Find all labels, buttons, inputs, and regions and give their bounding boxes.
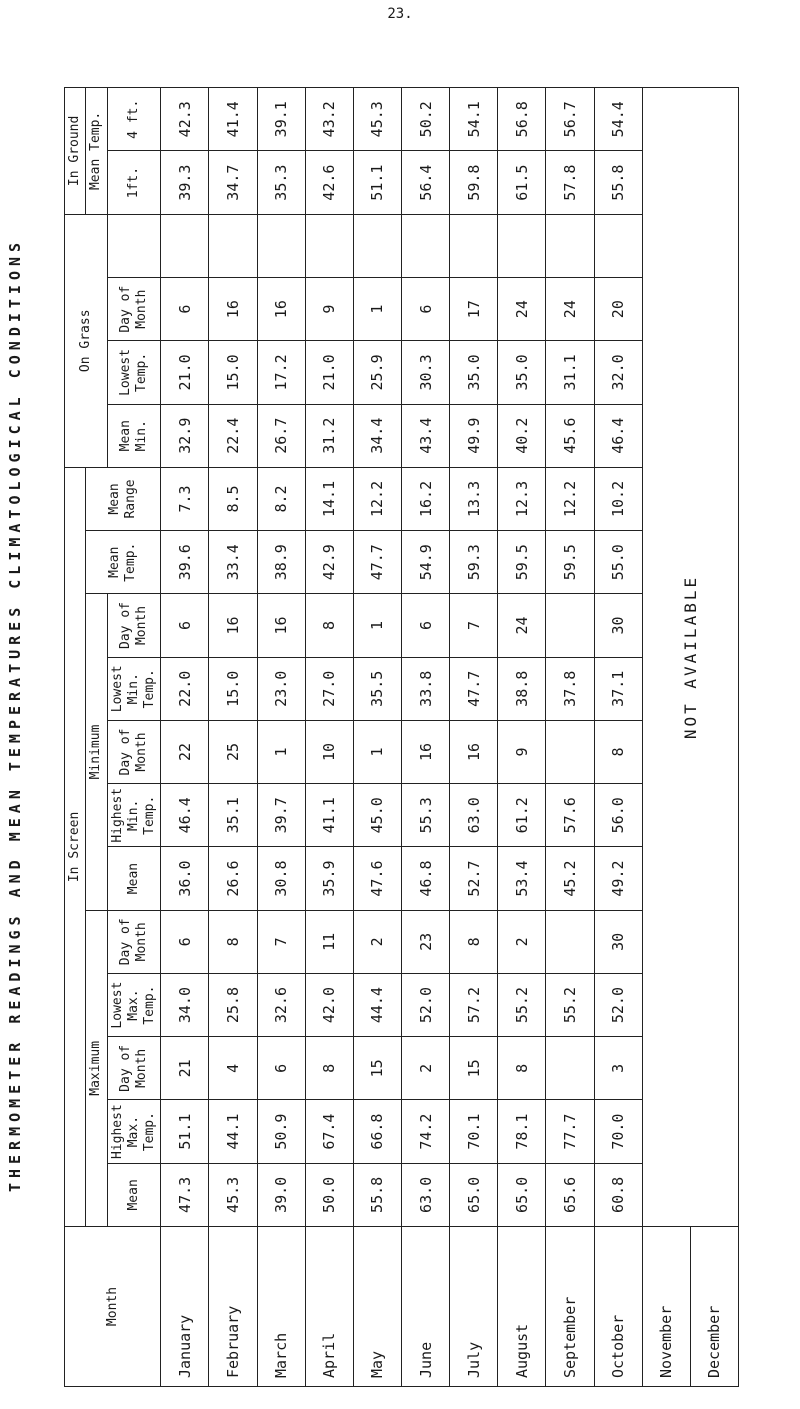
month-cell: March (257, 1227, 305, 1387)
grass-mean-cell: 46.4 (594, 404, 642, 467)
ground-1ft-cell: 56.4 (401, 151, 449, 214)
mean-range-cell: 12.2 (353, 467, 401, 530)
grass-day-cell: 24 (498, 278, 546, 341)
min-mean-cell: 49.2 (594, 847, 642, 910)
max-lo-day-cell: 8 (450, 910, 498, 973)
grass-day-header: Day of Month (107, 278, 161, 341)
min-hi-day-cell: 9 (498, 720, 546, 783)
max-mean-cell: 47.3 (161, 1163, 209, 1226)
mean-range-cell: 12.3 (498, 467, 546, 530)
max-lo-cell: 52.0 (594, 973, 642, 1036)
table-row (546, 88, 594, 1387)
max-hi-cell: 66.8 (353, 1100, 401, 1163)
grass-mean-cell: 26.7 (257, 404, 305, 467)
table-row (498, 88, 546, 1387)
min-hi-cell: 61.2 (498, 784, 546, 847)
max-mean-cell: 65.0 (498, 1163, 546, 1226)
grass-lo-cell: 25.9 (353, 341, 401, 404)
min-hi-cell: 63.0 (450, 784, 498, 847)
maximum-header: Maximum (86, 910, 107, 1226)
min-lo-cell: 37.8 (546, 657, 594, 720)
grass-spacer-cell (305, 214, 353, 277)
grass-mean-cell: 45.6 (546, 404, 594, 467)
ground-4ft-header: 4 ft. (107, 88, 161, 151)
min-mean-cell: 52.7 (450, 847, 498, 910)
min-hi-day-cell (546, 720, 594, 783)
min-lo-cell: 22.0 (161, 657, 209, 720)
max-lo-cell: 57.2 (450, 973, 498, 1036)
grass-spacer-cell (401, 214, 449, 277)
grass-spacer-cell (546, 214, 594, 277)
max-hi-cell: 77.7 (546, 1100, 594, 1163)
mean-range-cell: 16.2 (401, 467, 449, 530)
min-mean-cell: 47.6 (353, 847, 401, 910)
mean-temp-header: Mean Temp. (86, 531, 161, 594)
grass-day-cell: 6 (161, 278, 209, 341)
month-cell: September (546, 1227, 594, 1387)
ground-1ft-cell: 42.6 (305, 151, 353, 214)
grass-spacer-cell (353, 214, 401, 277)
min-lo-day-cell: 30 (594, 594, 642, 657)
max-highest-day-header: Day of Month (107, 1037, 161, 1100)
side-title (4, 237, 26, 1193)
table-row (401, 88, 449, 1387)
max-lo-cell: 32.6 (257, 973, 305, 1036)
ground-4ft-cell: 42.3 (161, 88, 209, 151)
max-hi-day-cell (546, 1037, 594, 1100)
month-cell: January (161, 1227, 209, 1387)
ground-1ft-cell: 57.8 (546, 151, 594, 214)
max-mean-cell: 65.0 (450, 1163, 498, 1226)
min-lo-day-cell: 16 (209, 594, 257, 657)
min-highest-day-header: Day of Month (107, 720, 161, 783)
ground-1ft-cell: 35.3 (257, 151, 305, 214)
min-lo-cell: 47.7 (450, 657, 498, 720)
max-lo-cell: 34.0 (161, 973, 209, 1036)
max-lo-cell: 25.8 (209, 973, 257, 1036)
max-highest-header: Highest Max. Temp. (107, 1100, 161, 1163)
ground-4ft-cell: 54.4 (594, 88, 642, 151)
ground-1ft-cell: 34.7 (209, 151, 257, 214)
min-hi-day-cell: 10 (305, 720, 353, 783)
mean-temp-cell: 59.3 (450, 531, 498, 594)
max-lo-cell: 52.0 (401, 973, 449, 1036)
grass-day-cell: 20 (594, 278, 642, 341)
max-lo-cell: 42.0 (305, 973, 353, 1036)
max-mean-header: Mean (107, 1163, 161, 1226)
month-cell: December (690, 1227, 738, 1387)
max-lo-day-cell: 2 (498, 910, 546, 973)
on-grass-header: On Grass (65, 214, 108, 467)
min-lo-cell: 27.0 (305, 657, 353, 720)
min-lo-cell: 37.1 (594, 657, 642, 720)
table-row (257, 88, 305, 1387)
ground-1ft-cell: 51.1 (353, 151, 401, 214)
month-cell: November (642, 1227, 690, 1387)
rotated-table-container (64, 87, 739, 1387)
grass-lo-cell: 21.0 (161, 341, 209, 404)
in-screen-header: In Screen (65, 467, 86, 1226)
in-ground-header: In Ground (65, 88, 86, 215)
ground-4ft-cell: 54.1 (450, 88, 498, 151)
grass-mean-cell: 49.9 (450, 404, 498, 467)
grass-day-cell: 9 (305, 278, 353, 341)
max-hi-day-cell: 15 (450, 1037, 498, 1100)
max-lo-cell: 44.4 (353, 973, 401, 1036)
grass-mean-cell: 31.2 (305, 404, 353, 467)
grass-day-cell: 1 (353, 278, 401, 341)
grass-lo-cell: 15.0 (209, 341, 257, 404)
min-hi-day-cell: 16 (450, 720, 498, 783)
grass-lo-cell: 35.0 (450, 341, 498, 404)
min-mean-cell: 53.4 (498, 847, 546, 910)
table-row (353, 88, 401, 1387)
min-mean-cell: 35.9 (305, 847, 353, 910)
max-hi-day-cell: 6 (257, 1037, 305, 1100)
thermometer-table (64, 87, 739, 1387)
max-lo-cell: 55.2 (546, 973, 594, 1036)
month-cell: October (594, 1227, 642, 1387)
table-row (450, 88, 498, 1387)
side-title-text: THERMOMETER READINGS AND MEAN TEMPERATURES CLIMATOLOGICAL CONDITIONS (6, 237, 24, 1193)
max-mean-cell: 60.8 (594, 1163, 642, 1226)
mean-range-cell: 8.2 (257, 467, 305, 530)
ground-4ft-cell: 56.8 (498, 88, 546, 151)
max-lo-day-cell: 23 (401, 910, 449, 973)
mean-range-cell: 8.5 (209, 467, 257, 530)
max-hi-day-cell: 2 (401, 1037, 449, 1100)
table-row (161, 88, 209, 1387)
min-hi-cell: 35.1 (209, 784, 257, 847)
max-lowest-day-header: Day of Month (107, 910, 161, 973)
ground-4ft-cell: 43.2 (305, 88, 353, 151)
min-mean-cell: 45.2 (546, 847, 594, 910)
max-hi-cell: 51.1 (161, 1100, 209, 1163)
min-hi-cell: 39.7 (257, 784, 305, 847)
grass-spacer-header (107, 214, 161, 277)
ground-4ft-cell: 39.1 (257, 88, 305, 151)
max-lo-day-cell: 11 (305, 910, 353, 973)
min-lo-day-cell: 8 (305, 594, 353, 657)
min-lo-cell: 15.0 (209, 657, 257, 720)
max-mean-cell: 50.0 (305, 1163, 353, 1226)
mean-temp-cell: 59.5 (546, 531, 594, 594)
month-cell: August (498, 1227, 546, 1387)
grass-mean-cell: 34.4 (353, 404, 401, 467)
max-lo-day-cell: 6 (161, 910, 209, 973)
min-lo-day-cell: 6 (401, 594, 449, 657)
mean-temp-cell: 38.9 (257, 531, 305, 594)
min-lowest-header: Lowest Min. Temp. (107, 657, 161, 720)
grass-lo-cell: 35.0 (498, 341, 546, 404)
mean-range-cell: 7.3 (161, 467, 209, 530)
max-mean-cell: 65.6 (546, 1163, 594, 1226)
month-cell: July (450, 1227, 498, 1387)
max-hi-day-cell: 3 (594, 1037, 642, 1100)
grass-day-cell: 16 (257, 278, 305, 341)
grass-mean-cell: 22.4 (209, 404, 257, 467)
mean-temp-cell: 59.5 (498, 531, 546, 594)
max-mean-cell: 45.3 (209, 1163, 257, 1226)
min-lo-cell: 38.8 (498, 657, 546, 720)
min-lo-cell: 23.0 (257, 657, 305, 720)
mean-range-header: Mean Range (86, 467, 161, 530)
max-hi-cell: 50.9 (257, 1100, 305, 1163)
min-hi-day-cell: 1 (257, 720, 305, 783)
mean-temp-cell: 47.7 (353, 531, 401, 594)
grass-day-cell: 6 (401, 278, 449, 341)
max-lo-day-cell: 30 (594, 910, 642, 973)
ground-4ft-cell: 56.7 (546, 88, 594, 151)
month-cell: May (353, 1227, 401, 1387)
max-hi-cell: 74.2 (401, 1100, 449, 1163)
grass-mean-cell: 40.2 (498, 404, 546, 467)
min-mean-cell: 26.6 (209, 847, 257, 910)
max-mean-cell: 63.0 (401, 1163, 449, 1226)
min-lo-day-cell: 24 (498, 594, 546, 657)
max-mean-cell: 55.8 (353, 1163, 401, 1226)
min-hi-cell: 55.3 (401, 784, 449, 847)
max-lo-day-cell: 7 (257, 910, 305, 973)
min-hi-day-cell: 8 (594, 720, 642, 783)
min-hi-day-cell: 1 (353, 720, 401, 783)
ground-mean-temp-header: Mean Temp. (86, 88, 107, 215)
min-hi-cell: 41.1 (305, 784, 353, 847)
max-hi-cell: 67.4 (305, 1100, 353, 1163)
grass-spacer-cell (161, 214, 209, 277)
min-highest-header: Highest Min. Temp. (107, 784, 161, 847)
ground-1ft-cell: 59.8 (450, 151, 498, 214)
min-hi-cell: 45.0 (353, 784, 401, 847)
mean-range-cell: 13.3 (450, 467, 498, 530)
mean-temp-cell: 39.6 (161, 531, 209, 594)
mean-range-cell: 14.1 (305, 467, 353, 530)
table-row (642, 88, 690, 1387)
month-cell: February (209, 1227, 257, 1387)
grass-spacer-cell (498, 214, 546, 277)
max-hi-cell: 44.1 (209, 1100, 257, 1163)
grass-lo-cell: 21.0 (305, 341, 353, 404)
ground-4ft-cell: 45.3 (353, 88, 401, 151)
grass-spacer-cell (450, 214, 498, 277)
max-lo-day-cell: 2 (353, 910, 401, 973)
min-lo-cell: 35.5 (353, 657, 401, 720)
grass-spacer-cell (257, 214, 305, 277)
ground-1ft-header: 1ft. (107, 151, 161, 214)
mean-range-cell: 12.2 (546, 467, 594, 530)
min-lo-day-cell: 7 (450, 594, 498, 657)
mean-temp-cell: 42.9 (305, 531, 353, 594)
min-mean-cell: 30.8 (257, 847, 305, 910)
grass-day-cell: 17 (450, 278, 498, 341)
grass-mean-cell: 32.9 (161, 404, 209, 467)
ground-1ft-cell: 55.8 (594, 151, 642, 214)
min-lo-day-cell: 6 (161, 594, 209, 657)
grass-day-cell: 24 (546, 278, 594, 341)
max-hi-day-cell: 8 (498, 1037, 546, 1100)
min-hi-cell: 46.4 (161, 784, 209, 847)
max-lo-day-cell: 8 (209, 910, 257, 973)
min-lowest-day-header: Day of Month (107, 594, 161, 657)
min-lo-day-cell: 16 (257, 594, 305, 657)
min-lo-day-cell: 1 (353, 594, 401, 657)
grass-mean-cell: 43.4 (401, 404, 449, 467)
min-hi-cell: 56.0 (594, 784, 642, 847)
min-hi-day-cell: 25 (209, 720, 257, 783)
max-hi-day-cell: 4 (209, 1037, 257, 1100)
month-header: Month (65, 1227, 161, 1387)
max-lowest-header: Lowest Max. Temp. (107, 973, 161, 1036)
min-mean-header: Mean (107, 847, 161, 910)
mean-temp-cell: 54.9 (401, 531, 449, 594)
max-hi-day-cell: 21 (161, 1037, 209, 1100)
max-hi-cell: 78.1 (498, 1100, 546, 1163)
grass-lowest-temp-header: Lowest Temp. (107, 341, 161, 404)
table-row (594, 88, 642, 1387)
ground-1ft-cell: 61.5 (498, 151, 546, 214)
month-cell: April (305, 1227, 353, 1387)
grass-spacer-cell (209, 214, 257, 277)
min-hi-day-cell: 16 (401, 720, 449, 783)
grass-lo-cell: 32.0 (594, 341, 642, 404)
month-cell: June (401, 1227, 449, 1387)
max-hi-cell: 70.1 (450, 1100, 498, 1163)
min-hi-day-cell: 22 (161, 720, 209, 783)
table-row (209, 88, 257, 1387)
grass-day-cell: 16 (209, 278, 257, 341)
ground-4ft-cell: 41.4 (209, 88, 257, 151)
mean-temp-cell: 55.0 (594, 531, 642, 594)
max-hi-day-cell: 15 (353, 1037, 401, 1100)
table-row (305, 88, 353, 1387)
min-lo-day-cell (546, 594, 594, 657)
grass-lo-cell: 31.1 (546, 341, 594, 404)
max-mean-cell: 39.0 (257, 1163, 305, 1226)
max-lo-day-cell (546, 910, 594, 973)
minimum-header: Minimum (86, 594, 107, 910)
grass-mean-min-header: Mean Min. (107, 404, 161, 467)
ground-4ft-cell: 50.2 (401, 88, 449, 151)
min-mean-cell: 36.0 (161, 847, 209, 910)
max-hi-cell: 70.0 (594, 1100, 642, 1163)
min-hi-cell: 57.6 (546, 784, 594, 847)
mean-range-cell: 10.2 (594, 467, 642, 530)
grass-spacer-cell (594, 214, 642, 277)
mean-temp-cell: 33.4 (209, 531, 257, 594)
max-hi-day-cell: 8 (305, 1037, 353, 1100)
ground-1ft-cell: 39.3 (161, 151, 209, 214)
grass-lo-cell: 30.3 (401, 341, 449, 404)
min-lo-cell: 33.8 (401, 657, 449, 720)
min-mean-cell: 46.8 (401, 847, 449, 910)
max-lo-cell: 55.2 (498, 973, 546, 1036)
grass-lo-cell: 17.2 (257, 341, 305, 404)
not-available-cell: NOT AVAILABLE (642, 88, 738, 1227)
page-number: 23. (387, 6, 413, 22)
